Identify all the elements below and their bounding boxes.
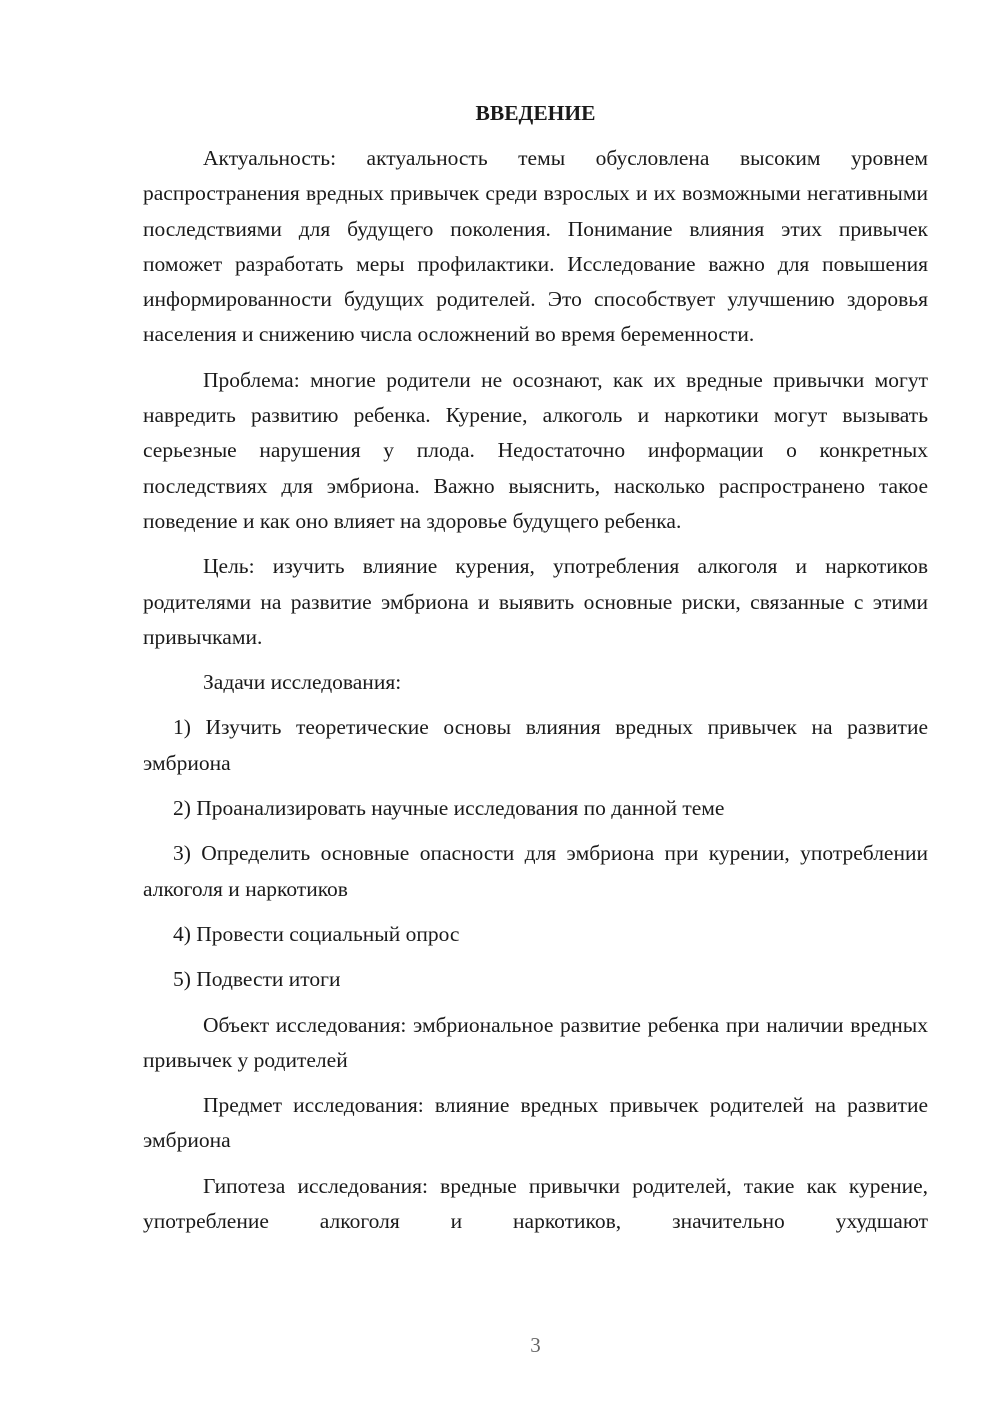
page-title: ВВЕДЕНИЕ	[475, 101, 596, 125]
tasks-heading: Задачи исследования:	[203, 670, 402, 695]
task-item: 4) Провести социальный опрос	[173, 921, 460, 946]
page-number: 3	[530, 1333, 541, 1357]
paragraph-subject: Предмет исследования: влияние вредных привычек родителей на развитие эмбриона	[143, 1093, 928, 1153]
paragraph-hypothesis: Гипотеза исследования: вредные привычки родителей, такие как курение, употребление алкоголя и наркотиков, значительно ухудшают	[143, 1173, 928, 1234]
paragraph-relevance: Актуальность: актуальность темы обусловлена высоким уровнем распространения вредных привычек среди взрослых и их возможными негативными последствиями для будущего поколения. Понимание влияния этих привычек поможет разработать меры профилактики. Исследование важно для повышения информированности будущих родителей. Это способствует улучшению здоровья населения и снижению числа осложнений во время беременности.	[143, 146, 928, 347]
task-item: 3) Определить основные опасности для эмбриона при курении, употреблении алкоголя и наркотиков	[143, 841, 928, 901]
task-item: 5) Подвести итоги	[173, 967, 341, 992]
task-item: 1) Изучить теоретические основы влияния вредных привычек на развитие эмбриона	[143, 715, 928, 775]
paragraph-problem: Проблема: многие родители не осознают, как их вредные привычки могут навредить развитию ребенка. Курение, алкоголь и наркотики могут вызывать серьезные нарушения у плода. Недостаточно информации о конкретных последствиях для эмбриона. Важно выяснить, насколько распространено такое поведение и как оно влияет на здоровье будущего ребенка.	[143, 367, 928, 533]
document-body	[143, 141, 928, 1249]
paragraph-goal: Цель: изучить влияние курения, употребления алкоголя и наркотиков родителями на развитие эмбриона и выявить основные риски, связанные с этими привычками.	[143, 554, 928, 649]
task-item: 2) Проанализировать научные исследования по данной теме	[173, 796, 725, 821]
paragraph-object: Объект исследования: эмбриональное развитие ребенка при наличии вредных привычек у родителей	[143, 1012, 928, 1072]
